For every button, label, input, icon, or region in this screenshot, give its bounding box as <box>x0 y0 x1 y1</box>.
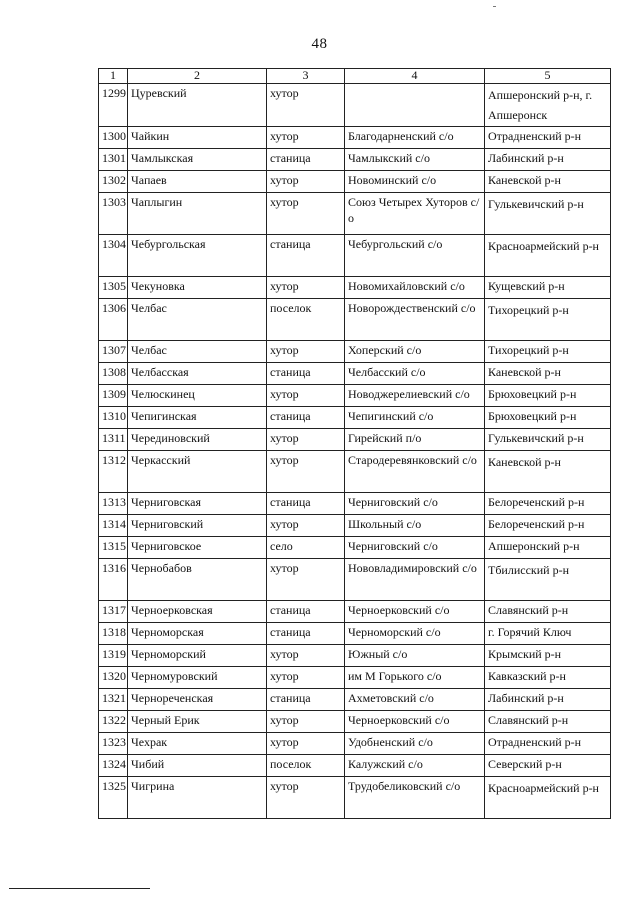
table-row <box>99 429 611 451</box>
settlement-name: Чебургольская <box>128 235 267 277</box>
table-row <box>99 515 611 537</box>
council-name: Челбасский с/о <box>345 363 485 385</box>
district-name: Брюховецкий р-н <box>485 407 611 429</box>
settlement-name: Черный Ерик <box>128 711 267 733</box>
page-number: 48 <box>311 36 328 52</box>
row-number: 1314 <box>99 515 128 537</box>
table-row <box>99 493 611 515</box>
settlement-name: Черниговское <box>128 537 267 559</box>
table-row <box>99 711 611 733</box>
settlement-name: Чепигинская <box>128 407 267 429</box>
settlement-type: поселок <box>267 299 345 341</box>
table-row <box>99 733 611 755</box>
district-name: Каневской р-н <box>485 363 611 385</box>
council-name: Черноерковский с/о <box>345 601 485 623</box>
council-name: Новоминский с/о <box>345 171 485 193</box>
footnote-rule <box>9 888 150 889</box>
settlement-type: станица <box>267 235 345 277</box>
table-row <box>99 277 611 299</box>
scan-speck <box>493 6 496 7</box>
settlement-type: хутор <box>267 733 345 755</box>
table-row <box>99 84 611 127</box>
settlement-name: Чамлыкская <box>128 149 267 171</box>
row-number: 1323 <box>99 733 128 755</box>
settlement-type: хутор <box>267 559 345 601</box>
district-name: Лабинский р-н <box>485 149 611 171</box>
settlement-type: хутор <box>267 341 345 363</box>
council-name: Южный с/о <box>345 645 485 667</box>
header-cell-4: 4 <box>345 69 485 84</box>
row-number: 1310 <box>99 407 128 429</box>
settlement-type: хутор <box>267 385 345 407</box>
district-name: Тихорецкий р-н <box>485 341 611 363</box>
table-row <box>99 777 611 819</box>
settlement-name: Чапаев <box>128 171 267 193</box>
row-number: 1307 <box>99 341 128 363</box>
council-name: Ахметовский с/о <box>345 689 485 711</box>
council-name: Новоджерелиевский с/о <box>345 385 485 407</box>
council-name: Чамлыкский с/о <box>345 149 485 171</box>
district-name: г. Горячий Ключ <box>485 623 611 645</box>
council-name: Черноерковский с/о <box>345 711 485 733</box>
council-name: Стародеревянковский с/о <box>345 451 485 493</box>
council-name: Чепигинский с/о <box>345 407 485 429</box>
council-name: Благодарненский с/о <box>345 127 485 149</box>
district-name: Лабинский р-н <box>485 689 611 711</box>
table-row <box>99 193 611 235</box>
settlement-name: Челбас <box>128 299 267 341</box>
settlement-name: Черноморский <box>128 645 267 667</box>
header-cell-2: 2 <box>128 69 267 84</box>
district-name: Славянский р-н <box>485 711 611 733</box>
header-row <box>99 69 611 84</box>
district-name: Отрадненский р-н <box>485 733 611 755</box>
settlement-type: хутор <box>267 429 345 451</box>
council-name: Черниговский с/о <box>345 537 485 559</box>
district-name: Славянский р-н <box>485 601 611 623</box>
settlement-type: станица <box>267 601 345 623</box>
district-name: Каневской р-н <box>485 451 611 493</box>
settlement-name: Цуревский <box>128 84 267 127</box>
district-name: Апшеронский р-н <box>485 537 611 559</box>
district-name: Каневской р-н <box>485 171 611 193</box>
row-number: 1304 <box>99 235 128 277</box>
row-number: 1300 <box>99 127 128 149</box>
settlement-name: Чернореченская <box>128 689 267 711</box>
district-name: Белореченский р-н <box>485 493 611 515</box>
row-number: 1303 <box>99 193 128 235</box>
table-row <box>99 601 611 623</box>
table-row <box>99 127 611 149</box>
header-cell-1: 1 <box>99 69 128 84</box>
row-number: 1316 <box>99 559 128 601</box>
district-name: Тихорецкий р-н <box>485 299 611 341</box>
council-name: Черниговский с/о <box>345 493 485 515</box>
settlement-name: Черкасский <box>128 451 267 493</box>
council-name: Союз Четырех Хуторов с/о <box>345 193 485 235</box>
council-name: Чебургольский с/о <box>345 235 485 277</box>
district-name: Кавказский р-н <box>485 667 611 689</box>
council-name <box>345 84 485 127</box>
council-name: им М Горького с/о <box>345 667 485 689</box>
settlement-type: станица <box>267 363 345 385</box>
settlement-type: хутор <box>267 451 345 493</box>
table-row <box>99 645 611 667</box>
council-name: Хоперский с/о <box>345 341 485 363</box>
district-name: Белореченский р-н <box>485 515 611 537</box>
table-row <box>99 667 611 689</box>
settlement-type: хутор <box>267 193 345 235</box>
council-name: Новомихайловский с/о <box>345 277 485 299</box>
row-number: 1312 <box>99 451 128 493</box>
settlement-type: поселок <box>267 755 345 777</box>
district-name: Красноармейский р-н <box>485 777 611 819</box>
table-body <box>99 69 611 819</box>
row-number: 1301 <box>99 149 128 171</box>
table-row <box>99 407 611 429</box>
table-row <box>99 755 611 777</box>
table-row <box>99 537 611 559</box>
table-row <box>99 623 611 645</box>
row-number: 1319 <box>99 645 128 667</box>
settlement-name: Черниговский <box>128 515 267 537</box>
row-number: 1308 <box>99 363 128 385</box>
settlement-name: Черноморская <box>128 623 267 645</box>
row-number: 1313 <box>99 493 128 515</box>
row-number: 1321 <box>99 689 128 711</box>
settlements-table <box>98 68 611 819</box>
table-row <box>99 341 611 363</box>
council-name: Нововладимировский с/о <box>345 559 485 601</box>
settlement-type: станица <box>267 407 345 429</box>
settlement-name: Чаплыгин <box>128 193 267 235</box>
row-number: 1305 <box>99 277 128 299</box>
settlement-name: Чернобабов <box>128 559 267 601</box>
settlement-type: хутор <box>267 171 345 193</box>
settlement-type: хутор <box>267 127 345 149</box>
settlement-type: станица <box>267 689 345 711</box>
council-name: Калужский с/о <box>345 755 485 777</box>
settlement-name: Челюскинец <box>128 385 267 407</box>
council-name: Черноморский с/о <box>345 623 485 645</box>
council-name: Школьный с/о <box>345 515 485 537</box>
district-name: Брюховецкий р-н <box>485 385 611 407</box>
settlement-type: хутор <box>267 777 345 819</box>
table-row <box>99 559 611 601</box>
settlement-name: Челбас <box>128 341 267 363</box>
council-name: Удобненский с/о <box>345 733 485 755</box>
row-number: 1311 <box>99 429 128 451</box>
settlement-name: Чехрак <box>128 733 267 755</box>
settlement-name: Чибий <box>128 755 267 777</box>
table-row <box>99 385 611 407</box>
district-name: Кущевский р-н <box>485 277 611 299</box>
row-number: 1324 <box>99 755 128 777</box>
settlement-type: хутор <box>267 515 345 537</box>
district-name: Северский р-н <box>485 755 611 777</box>
row-number: 1317 <box>99 601 128 623</box>
district-name: Апшеронский р-н, г. Апшеронск <box>485 84 611 127</box>
settlement-type: хутор <box>267 711 345 733</box>
district-name: Гулькевичский р-н <box>485 429 611 451</box>
row-number: 1325 <box>99 777 128 819</box>
table-row <box>99 451 611 493</box>
settlement-type: хутор <box>267 277 345 299</box>
settlement-name: Чекуновка <box>128 277 267 299</box>
row-number: 1299 <box>99 84 128 127</box>
settlement-name: Черноерковская <box>128 601 267 623</box>
table-row <box>99 363 611 385</box>
table-row <box>99 235 611 277</box>
district-name: Отрадненский р-н <box>485 127 611 149</box>
settlement-type: станица <box>267 623 345 645</box>
table-row <box>99 689 611 711</box>
settlement-name: Чигрина <box>128 777 267 819</box>
council-name: Гирейский п/о <box>345 429 485 451</box>
row-number: 1306 <box>99 299 128 341</box>
table-row <box>99 171 611 193</box>
header-cell-3: 3 <box>267 69 345 84</box>
settlement-type: хутор <box>267 667 345 689</box>
row-number: 1302 <box>99 171 128 193</box>
table-row <box>99 149 611 171</box>
row-number: 1318 <box>99 623 128 645</box>
table-row <box>99 299 611 341</box>
settlement-name: Челбасская <box>128 363 267 385</box>
council-name: Трудобеликовский с/о <box>345 777 485 819</box>
district-name: Крымский р-н <box>485 645 611 667</box>
row-number: 1315 <box>99 537 128 559</box>
settlement-name: Черниговская <box>128 493 267 515</box>
settlement-name: Черномуровский <box>128 667 267 689</box>
row-number: 1322 <box>99 711 128 733</box>
district-name: Гулькевичский р-н <box>485 193 611 235</box>
settlement-type: село <box>267 537 345 559</box>
settlement-type: хутор <box>267 84 345 127</box>
settlement-name: Черединовский <box>128 429 267 451</box>
district-name: Тбилисский р-н <box>485 559 611 601</box>
settlement-type: станица <box>267 149 345 171</box>
district-name: Красноармейский р-н <box>485 235 611 277</box>
council-name: Новорождественский с/о <box>345 299 485 341</box>
settlement-type: станица <box>267 493 345 515</box>
settlement-name: Чайкин <box>128 127 267 149</box>
header-cell-5: 5 <box>485 69 611 84</box>
settlement-type: хутор <box>267 645 345 667</box>
row-number: 1320 <box>99 667 128 689</box>
row-number: 1309 <box>99 385 128 407</box>
